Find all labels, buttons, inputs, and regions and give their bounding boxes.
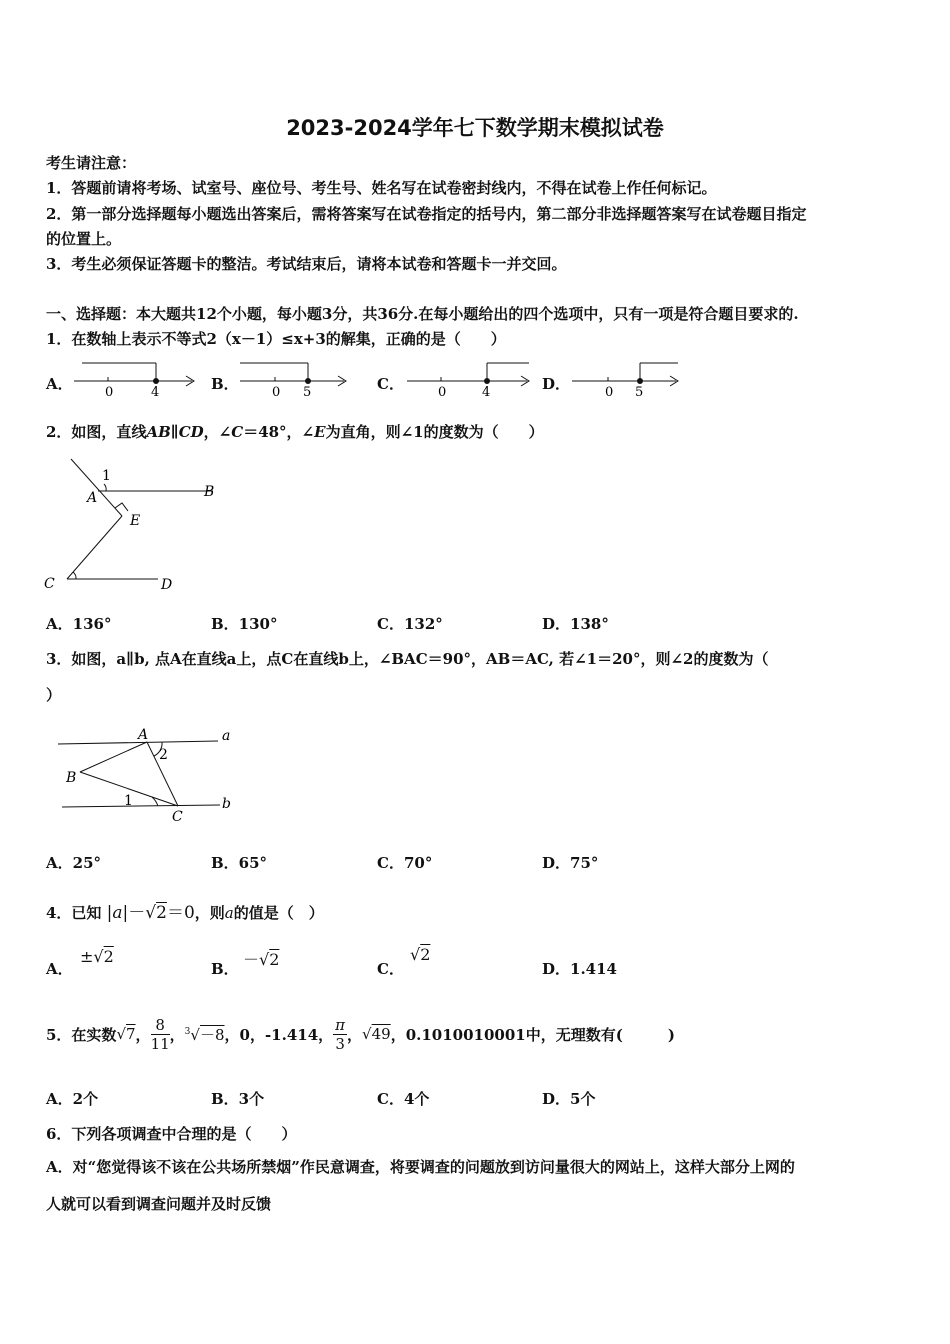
- q2-mid1: ，∠: [203, 423, 232, 441]
- q1-option-d-label: D．: [542, 375, 571, 393]
- q5-frac-den: 11: [150, 1034, 170, 1053]
- q4-option-a-label: A．: [46, 960, 73, 978]
- q4-abs-a: a: [112, 903, 123, 923]
- q2-label-c: C: [44, 576, 55, 592]
- section-1-heading: 一、选择题：本大题共12个小题，每小题3分，共36分.在每小题给出的四个选项中，只有一项是符合题目要求的.: [46, 305, 799, 323]
- notice-header: 考生请注意：: [46, 154, 137, 172]
- q2-mid2: ＝48°，∠: [243, 423, 315, 441]
- q5-cbrt-val: －8: [199, 1025, 225, 1044]
- q2-e-var: E: [314, 423, 326, 441]
- q6-option-a-line2: 人就可以看到调查问题并及时反馈: [46, 1195, 272, 1213]
- q1-number-line-b: [238, 355, 358, 400]
- q5-sqrt7: √7: [116, 1025, 136, 1043]
- q3-stem-cont: ）: [46, 686, 62, 704]
- q4-opt-a-sqrt: 2: [103, 947, 114, 966]
- q1-number-line-c: [405, 355, 535, 400]
- q3-label-b-point: B: [66, 770, 77, 786]
- q5-sqrt7-val: 7: [126, 1025, 136, 1043]
- q3-stem: 3．如图，a∥b, 点A在直线a上，点C在直线b上，∠BAC＝90°，AB＝AC, 若∠1＝20°，则∠2的度数为（: [46, 650, 769, 668]
- q2-label-a: A: [87, 490, 98, 506]
- q2-label-b: B: [204, 484, 215, 500]
- q2-option-d: D．138°: [542, 615, 609, 633]
- q5-fraction-pi-3: [333, 1016, 347, 1053]
- q3-label-line-b: b: [222, 796, 231, 812]
- q5-frac-num: 8: [151, 1016, 170, 1035]
- notice-item-1: 1．答题前请将考场、试室号、座位号、考生号、姓名写在试卷密封线内，不得在试卷上作任何标记。: [46, 179, 717, 197]
- q3-label-line-a: a: [222, 728, 231, 744]
- q2-label-e: E: [130, 513, 141, 529]
- q5-stem: [46, 1008, 675, 1060]
- q2-ab-cd: AB∥CD: [146, 423, 204, 441]
- q3-figure: [52, 722, 242, 827]
- q5-cbrt: $^3$√－8: [184, 1025, 225, 1044]
- q4-stem: [46, 898, 324, 923]
- q5-comma-1: ，: [135, 1025, 151, 1044]
- q4-option-d: D．1.414: [542, 960, 617, 978]
- q1-b-tick-5: 5: [303, 385, 312, 400]
- q5-option-c: C．4个: [377, 1090, 430, 1108]
- q5-comma-2: ，: [169, 1025, 185, 1044]
- q5-pi-num: π: [335, 1015, 346, 1034]
- q2-figure: [40, 455, 230, 595]
- q2-option-c: C．132°: [377, 615, 443, 633]
- q1-number-line-a: [72, 355, 202, 400]
- q3-option-b: B．65°: [211, 854, 268, 872]
- q2-label-1: 1: [102, 468, 111, 484]
- q4-stem-mid: ，则: [194, 904, 225, 922]
- notice-item-3: 3．考生必须保证答题卡的整洁。考试结束后，请将本试卷和答题卡一并交回。: [46, 255, 567, 273]
- q4-opt-b-sqrt: 2: [269, 950, 280, 969]
- q1-number-line-d: [570, 355, 685, 400]
- notice-item-2: 2．第一部分选择题每小题选出答案后，需将答案写在试卷指定的括号内，第二部分非选择题答案写在试卷题目指定: [46, 205, 807, 223]
- q4-option-b-value: －√2: [243, 950, 280, 969]
- notice-item-2-cont: 的位置上。: [46, 230, 122, 248]
- q1-option-c-label: C．: [377, 375, 404, 393]
- q5-stem-post: ，0.1010010001中，无理数有( ): [390, 1025, 675, 1044]
- q2-label-d: D: [161, 577, 173, 593]
- q5-option-d: D．5个: [542, 1090, 596, 1108]
- q1-c-tick-0: 0: [438, 385, 447, 400]
- q4-option-c-value: √2: [410, 945, 431, 964]
- q1-d-tick-0: 0: [605, 385, 614, 400]
- q5-comma-3: ，: [347, 1025, 363, 1044]
- q4-opt-b-minus: －: [243, 950, 260, 969]
- q5-option-a: A．2个: [46, 1090, 99, 1108]
- q5-stem-pre: 5．在实数: [46, 1025, 117, 1044]
- q3-label-c-point: C: [172, 809, 183, 825]
- q2-stem: [46, 421, 544, 442]
- q1-c-tick-4: 4: [482, 385, 491, 400]
- q1-b-tick-0: 0: [272, 385, 281, 400]
- q5-pi-den: 3: [335, 1034, 345, 1053]
- q4-option-a-value: ±√2: [80, 947, 114, 966]
- q1-option-a-label: A．: [46, 375, 73, 393]
- q3-option-d: D．75°: [542, 854, 599, 872]
- q5-fraction-8-11: [151, 1016, 170, 1053]
- q1-d-tick-5: 5: [635, 385, 644, 400]
- q4-stem-post: 的值是（ ）: [233, 904, 324, 922]
- q2-c-var: C: [231, 423, 244, 441]
- q4-a-var: a: [224, 904, 234, 922]
- page-title: 2023-2024学年七下数学期末模拟试卷: [286, 116, 664, 140]
- q3-option-a: A．25°: [46, 854, 102, 872]
- q2-stem-post: 为直角，则∠1的度数为（ ）: [325, 423, 544, 441]
- q5-sqrt49-val: 49: [371, 1025, 391, 1043]
- q1-a-tick-4: 4: [151, 385, 160, 400]
- q3-option-c: C．70°: [377, 854, 433, 872]
- q4-opt-c-sqrt: 2: [420, 945, 431, 964]
- q5-sqrt49: √49: [362, 1025, 391, 1043]
- q4-eq0: ＝0: [166, 903, 195, 923]
- q3-label-a-point: A: [138, 727, 149, 743]
- q4-stem-pre: 4．已知: [46, 904, 102, 922]
- q1-option-b-label: B．: [211, 375, 239, 393]
- q4-minus: －: [128, 903, 146, 923]
- q4-opt-a-pm: ±: [80, 947, 94, 966]
- q2-option-a: A．136°: [46, 615, 112, 633]
- q3-label-2: 2: [159, 747, 168, 763]
- q4-option-b-label: B．: [211, 960, 239, 978]
- q1-a-tick-0: 0: [105, 385, 114, 400]
- q5-cbrt-index: 3: [184, 1026, 191, 1037]
- q6-stem: 6．下列各项调查中合理的是（ ）: [46, 1125, 297, 1143]
- q1-stem: 1．在数轴上表示不等式2（x－1）≤x+3的解集，正确的是（ ）: [46, 330, 506, 348]
- q5-nums: ，0，-1.414，: [224, 1025, 334, 1044]
- q4-option-c-label: C．: [377, 960, 404, 978]
- q3-label-1: 1: [124, 793, 133, 809]
- q4-equation: |a|－√2＝0: [106, 903, 195, 923]
- q6-option-a-line1: A．对“您觉得该不该在公共场所禁烟”作民意调查，将要调查的问题放到访问量很大的网站上，这样大部分上网的: [46, 1158, 795, 1176]
- q2-option-b: B．130°: [211, 615, 278, 633]
- q4-sqrt2: 2: [156, 903, 167, 923]
- q2-stem-pre: 2．如图，直线: [46, 423, 147, 441]
- q5-option-b: B．3个: [211, 1090, 265, 1108]
